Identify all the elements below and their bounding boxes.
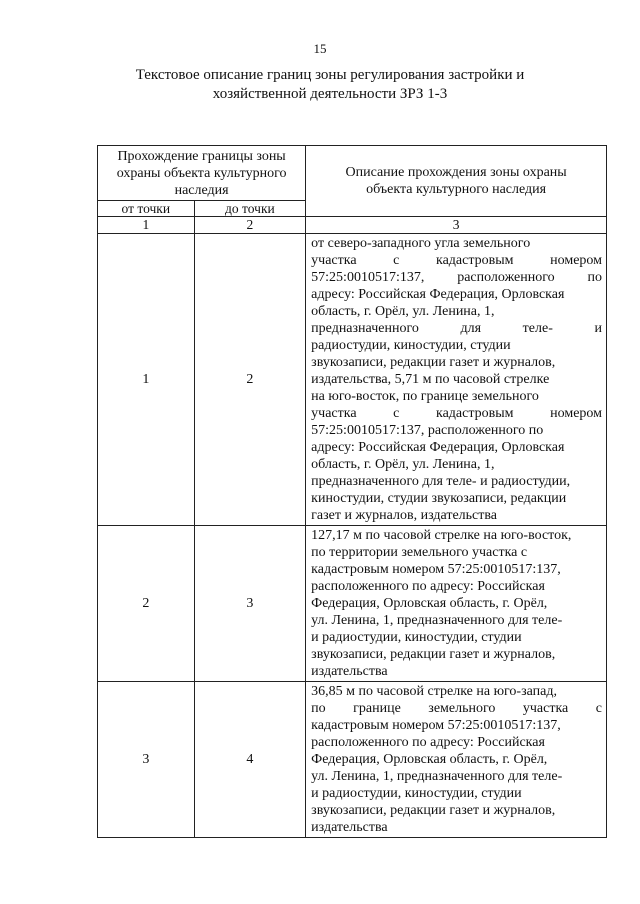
column-number: 3 [306, 217, 607, 234]
description-line: адресу: Российская Федерация, Орловская [311, 440, 565, 455]
description-line: участка с кадастровым номером [311, 406, 602, 421]
description-line: звукозаписи, редакции газет и журналов, [311, 803, 556, 818]
description-line: 127,17 м по часовой стрелке на юго-восток, [311, 528, 572, 543]
description-line: и радиостудии, киностудии, студии [311, 786, 522, 801]
from-point: 2 [98, 526, 195, 682]
column-number: 1 [98, 217, 195, 234]
from-point: 3 [98, 682, 195, 838]
description-line: кадастровым номером 57:25:0010517:137, [311, 718, 561, 733]
description-line: издательства, 5,71 м по часовой стрелке [311, 372, 550, 387]
to-point: 2 [194, 234, 306, 526]
boundary-description [306, 526, 607, 682]
header-description [306, 146, 607, 217]
description-line: и радиостудии, киностудии, студии [311, 630, 522, 645]
description-line: расположенного по адресу: Российская [311, 579, 545, 594]
document-title-line: Текстовое описание границ зоны регулирования застройки и [135, 67, 525, 83]
description-line: на юго-восток, по границе земельного [311, 389, 539, 404]
description-line: звукозаписи, редакции газет и журналов, [311, 647, 556, 662]
header-line: объекта культурного наследия [366, 182, 547, 197]
description-line: Федерация, Орловская область, г. Орёл, [311, 752, 548, 767]
table-row [98, 526, 607, 682]
description-line: кадастровым номером 57:25:0010517:137, [311, 562, 561, 577]
description-line: киностудии, студии звукозаписи, редакции [311, 491, 567, 506]
column-number: 2 [194, 217, 306, 234]
page-number: 15 [313, 41, 327, 56]
description-line: область, г. Орёл, ул. Ленина, 1, [311, 457, 495, 472]
description-line: издательства [311, 820, 388, 835]
header-line: Описание прохождения зоны охраны [345, 165, 567, 180]
header-to-point: до точки [194, 201, 306, 217]
boundary-description [306, 234, 607, 526]
description-line: от северо-западного угла земельного [311, 236, 531, 251]
table-row [98, 234, 607, 526]
description-line: 57:25:0010517:137, расположенного по [311, 270, 602, 285]
description-line: издательства [311, 664, 388, 679]
header-line: наследия [174, 182, 229, 198]
description-line: звукозаписи, редакции газет и журналов, [311, 355, 556, 370]
table-header-row [98, 146, 607, 201]
boundary-description [306, 682, 607, 838]
description-line: Федерация, Орловская область, г. Орёл, [311, 596, 548, 611]
description-line: ул. Ленина, 1, предназначенного для теле- [311, 613, 563, 628]
header-line: охраны объекта культурного [116, 165, 287, 181]
header-boundary-passage [98, 146, 306, 201]
description-line: расположенного по адресу: Российская [311, 735, 545, 750]
from-point: 1 [98, 234, 195, 526]
description-line: 57:25:0010517:137, расположенного по [311, 423, 544, 438]
description-line: радиостудии, киностудии, студии [311, 338, 511, 353]
description-line: адресу: Российская Федерация, Орловская [311, 287, 565, 302]
document-title-line: хозяйственной деятельности ЗРЗ 1-3 [212, 86, 448, 102]
description-line: газет и журналов, издательства [311, 508, 497, 523]
description-line: 36,85 м по часовой стрелке на юго-запад, [311, 684, 557, 699]
to-point: 4 [194, 682, 306, 838]
header-from-point: от точки [98, 201, 195, 217]
document-title [120, 66, 540, 104]
boundary-table [97, 145, 607, 838]
description-line: ул. Ленина, 1, предназначенного для теле- [311, 769, 563, 784]
description-line: участка с кадастровым номером [311, 253, 602, 268]
description-line: по территории земельного участка с [311, 545, 528, 560]
table-row [98, 682, 607, 838]
to-point: 3 [194, 526, 306, 682]
description-line: предназначенного для теле- и [311, 321, 602, 336]
description-line: предназначенного для теле- и радиостудии, [311, 474, 571, 489]
description-line: по границе земельного участка с [311, 701, 602, 716]
description-line: область, г. Орёл, ул. Ленина, 1, [311, 304, 495, 319]
column-number-row [98, 217, 607, 234]
header-line: Прохождение границы зоны [117, 148, 286, 164]
